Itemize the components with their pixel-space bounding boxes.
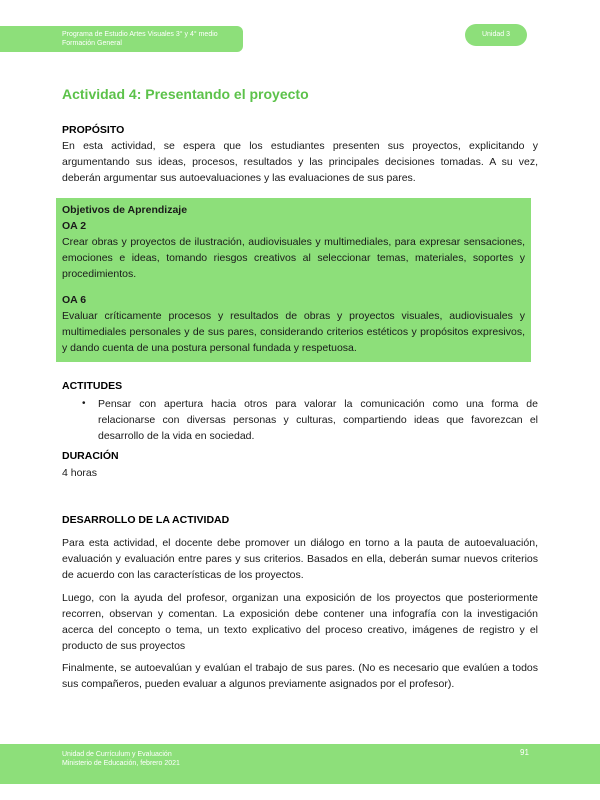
program-name: Programa de Estudio Artes Visuales 3° y 4° medio (62, 31, 218, 38)
footer-line: Ministerio de Educación, febrero 2021 (62, 760, 180, 767)
unit-badge: Unidad 3 (465, 24, 527, 46)
duration-value: 4 horas (62, 467, 98, 479)
footer-band (0, 744, 600, 784)
activity-title: Actividad 4: Presentando el proyecto (62, 86, 309, 102)
page-number: 91 (520, 748, 529, 757)
objectives-box (56, 198, 531, 362)
oa-text: Evaluar críticamente procesos y resultados de obras y proyectos visuales, audiovisuales y multimediales personales y de sus pares, considerando criterios estéticos y propósitos expresivos, y dando cuenta de una postura personal fundada y respetuosa. (62, 310, 525, 354)
attitude-text: Pensar con apertura hacia otros para valorar la comunicación como una forma de relacionarse con diversas personas y culturas, compartiendo ideas que favorezcan el desarrollo de la vida en sociedad. (98, 398, 538, 442)
purpose-text: En esta actividad, se espera que los estudiantes presenten sus proyectos, explicitando y argumentando sus ideas, procesos, resultados y las principales decisiones tomadas. A su vez, deberán argumentar sus autoevaluaciones y las evaluaciones de sus pares. (62, 140, 538, 184)
attitudes-list (62, 396, 538, 444)
development-paragraph: Finalmente, se autoevalúan y evalúan el trabajo de sus pares. (No es necesario que evalúen a todos sus compañeros, pueden evaluar a algunos previamente asignados por el profesor). (62, 662, 538, 690)
attitudes-heading: ACTITUDES (62, 380, 123, 392)
oa-code: OA 6 (62, 294, 87, 306)
development-paragraph: Luego, con la ayuda del profesor, organizan una exposición de los proyectos que posteriormente recorren, observan y comentan. La exposición debe contener una infografía con la investigación acerca del concepto o tema, un texto explicativo del proceso creativo, imágenes de registro y el producto de sus proyectos (62, 592, 538, 652)
list-item (62, 396, 538, 444)
objectives-heading: Objetivos de Aprendizaje (62, 204, 188, 216)
bullet-icon: • (82, 398, 86, 409)
footer-line: Unidad de Currículum y Evaluación (62, 751, 172, 758)
development-paragraph: Para esta actividad, el docente debe promover un diálogo en torno a la pauta de autoevaluación, evaluación y evaluación entre pares y sus criterios. Basados en ella, deberán sumar nuevos criterios de acuerdo con las características de los proyectos. (62, 537, 538, 581)
duration-heading: DURACIÓN (62, 450, 119, 462)
oa-text: Crear obras y proyectos de ilustración, audiovisuales y multimediales, para expresar sensaciones, emociones e ideas, tomando riesgos creativos al seleccionar temas, materiales, soportes y procedimientos. (62, 236, 525, 280)
formation-name: Formación General (62, 40, 122, 47)
oa-code: OA 2 (62, 220, 87, 232)
purpose-heading: PROPÓSITO (62, 124, 125, 136)
header-band (0, 26, 243, 52)
development-heading: DESARROLLO DE LA ACTIVIDAD (62, 514, 230, 526)
